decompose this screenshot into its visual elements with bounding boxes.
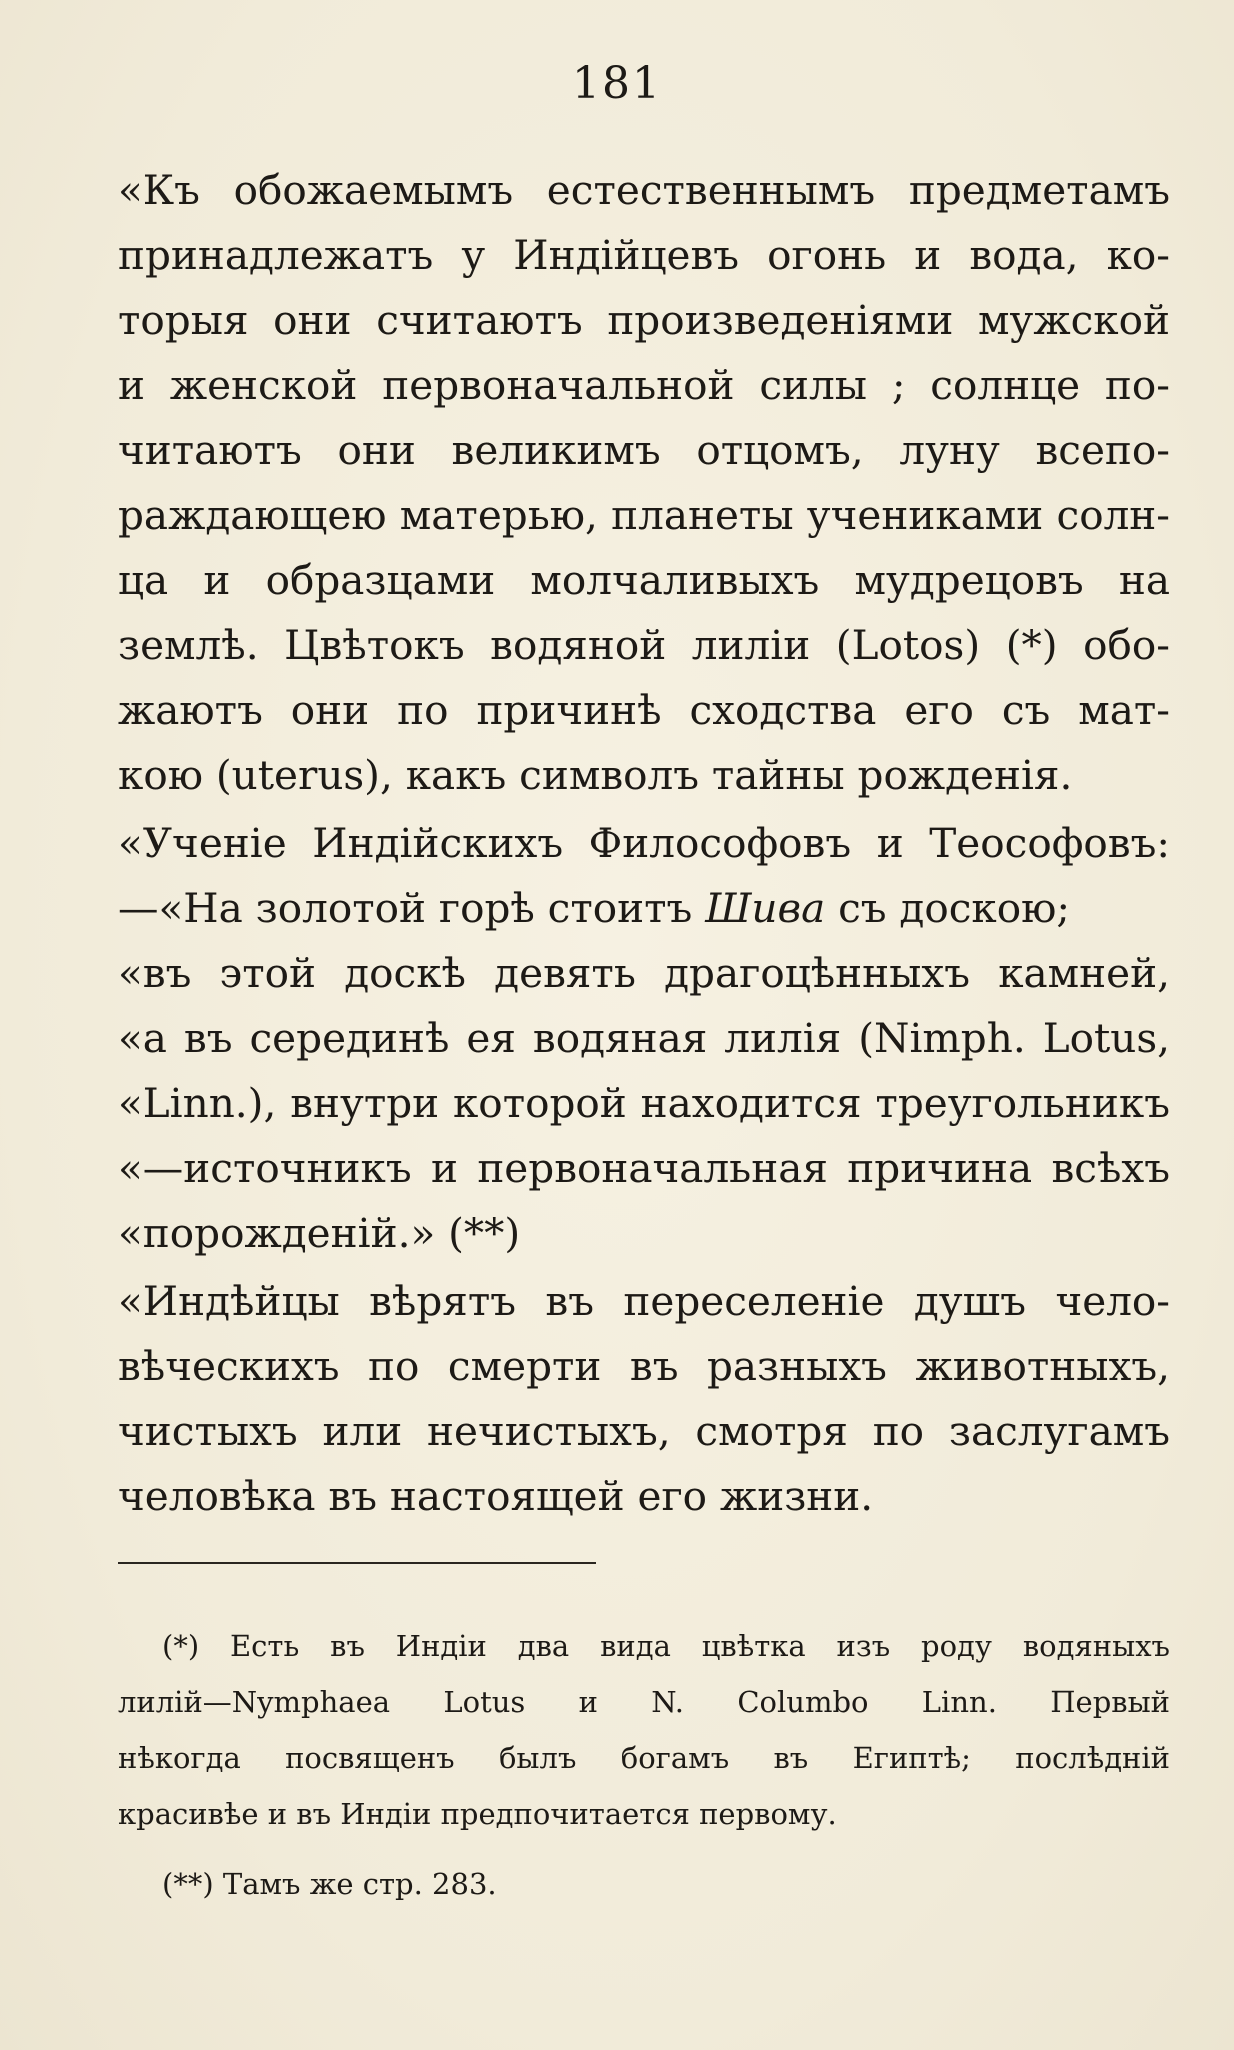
footnote-line: красивѣе и въ Индіи предпочитается первому. [118, 1797, 837, 1831]
text-line: «а въ серединѣ ея водяная лилія (Nimph. Lotus, [118, 1014, 1170, 1062]
text-line: «—источникъ и первоначальная причина всѣхъ [118, 1144, 1170, 1192]
text-line: раждающею матерью, планеты учениками солн- [118, 491, 1170, 539]
text-fragment: съ доскою; [825, 884, 1071, 932]
footnote-line: (**) Тамъ же стр. 283. [162, 1867, 497, 1901]
text-line: «Linn.), внутри которой находится треугольникъ [118, 1079, 1170, 1127]
footnote-line: лилій—Nymphaea Lotus и N. Columbo Linn. Первый [118, 1685, 1170, 1719]
text-line: жаютъ они по причинѣ сходства его съ мат- [118, 686, 1170, 734]
footnote-divider [118, 1562, 596, 1564]
text-line: чистыхъ или нечистыхъ, смотря по заслугамъ [118, 1407, 1170, 1455]
text-line: вѣческихъ по смерти въ разныхъ животныхъ, [118, 1342, 1170, 1390]
text-line: «Къ обожаемымъ естественнымъ предметамъ [118, 166, 1170, 214]
text-line: человѣка въ настоящей его жизни. [118, 1472, 874, 1520]
text-line: принадлежатъ у Индійцевъ огонь и вода, ко- [118, 231, 1170, 279]
text-line: «Ученіе Индійскихъ Философовъ и Теософовъ: [118, 819, 1170, 867]
text-line: «Индѣйцы вѣрятъ въ переселеніе душъ чело- [118, 1277, 1170, 1325]
footnotes [118, 1618, 1170, 1912]
text-line: «порожденій.» (**) [118, 1209, 521, 1257]
text-line: ца и образцами молчаливыхъ мудрецовъ на [118, 556, 1170, 604]
main-text [118, 158, 1170, 1529]
text-line: и женской первоначальной силы ; солнце по- [118, 361, 1170, 409]
text-line: «въ этой доскѣ девять драгоцѣнныхъ камней, [118, 949, 1170, 997]
text-line: читаютъ они великимъ отцомъ, луну всепо- [118, 426, 1170, 474]
text-line: кою (uterus), какъ символъ тайны рожденія. [118, 751, 1073, 799]
page-number: 181 [572, 58, 662, 109]
text-line: торыя они считаютъ произведеніями мужской [118, 296, 1170, 344]
italic-name-shiva: Шива [705, 884, 826, 932]
text-line-with-italic [118, 876, 1170, 941]
footnote-line: (*) Есть въ Индіи два вида цвѣтка изъ роду водяныхъ [162, 1629, 1170, 1663]
text-fragment: —«На золотой горѣ стоитъ [118, 884, 706, 932]
text-line: землѣ. Цвѣтокъ водяной лиліи (Lotos) (*) обо- [118, 621, 1170, 669]
footnote-line: нѣкогда посвященъ былъ богамъ въ Египтѣ; послѣдній [118, 1741, 1170, 1775]
